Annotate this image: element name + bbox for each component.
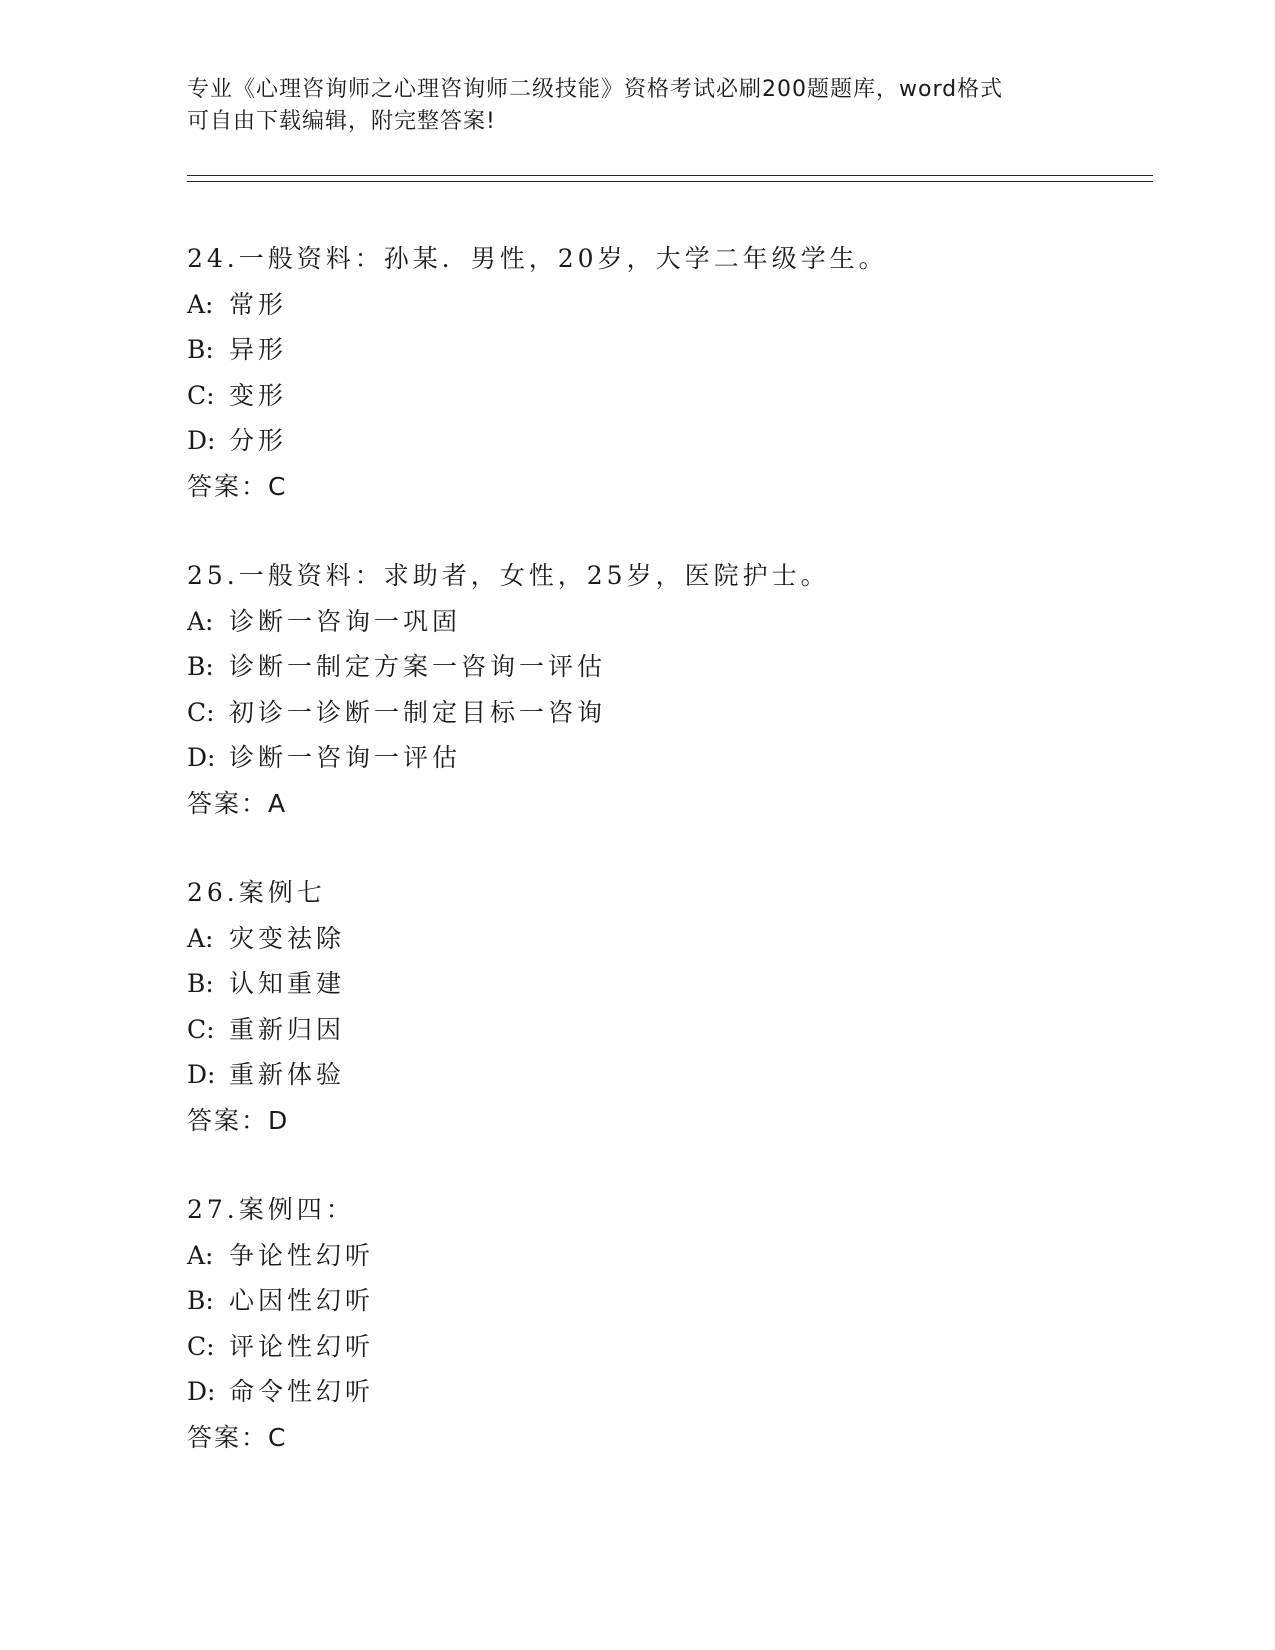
option-a [187,282,1147,328]
option-b [187,961,1147,1007]
option-key: D: [187,426,216,455]
option-text: 重新归因 [229,1014,346,1044]
document-header [187,74,1087,138]
option-c [187,373,1147,419]
header-line-1: 专业《心理咨询师之心理咨询师二级技能》资格考试必刷200题题库，word格式 [187,77,1004,102]
option-text: 重新体验 [229,1060,346,1089]
question-list [187,236,1147,1504]
option-b [187,327,1147,373]
option-key: D: [187,1060,216,1089]
question-item [187,553,1147,826]
option-key: D: [187,1377,216,1406]
option-a [187,599,1147,645]
question-stem: 25.一般资料：求助者，女性，25岁，医院护士。 [187,561,830,590]
option-key: B: [187,969,214,998]
option-c [187,1324,1147,1370]
answer-line: 答案：A [187,788,288,818]
option-text: 异形 [229,335,288,364]
option-key: A: [187,923,214,953]
option-text: 心因性幻听 [229,1286,375,1315]
answer-line: 答案：C [187,1422,288,1452]
option-d [187,418,1147,464]
header-divider-top [187,175,1153,176]
question-stem: 27.案例四： [187,1195,355,1224]
option-b [187,1278,1147,1324]
option-key: C: [187,380,215,410]
question-item [187,870,1147,1143]
option-text: 命令性幻听 [229,1377,375,1406]
option-key: B: [187,652,214,681]
option-key: C: [187,1331,215,1361]
option-key: B: [187,1286,214,1315]
question-item [187,1187,1147,1460]
option-text: 诊断一制定方案一咨询一评估 [229,652,607,681]
option-b [187,644,1147,690]
option-d [187,735,1147,781]
option-text: 争论性幻听 [229,1240,375,1270]
option-text: 初诊一诊断一制定目标一咨询 [229,697,607,727]
answer-line: 答案：C [187,471,288,501]
option-a [187,916,1147,962]
option-key: A: [187,606,214,636]
option-key: C: [187,1014,215,1044]
answer-line: 答案：D [187,1105,290,1135]
option-text: 变形 [229,380,288,410]
header-divider-bottom [187,181,1153,182]
option-key: D: [187,743,216,772]
option-key: A: [187,289,214,319]
header-line-2: 可自由下载编辑，附完整答案! [187,109,496,134]
option-c [187,1007,1147,1053]
option-text: 认知重建 [229,969,346,998]
question-stem: 26.案例七 [187,878,326,907]
option-a [187,1233,1147,1279]
option-d [187,1052,1147,1098]
option-key: C: [187,697,215,727]
option-text: 诊断一咨询一评估 [229,743,462,772]
option-text: 常形 [229,289,288,319]
option-c [187,690,1147,736]
option-key: A: [187,1240,214,1270]
option-text: 诊断一咨询一巩固 [229,606,462,636]
option-text: 评论性幻听 [229,1331,375,1361]
question-item [187,236,1147,509]
question-stem: 24.一般资料：孙某．男性，20岁，大学二年级学生。 [187,244,888,273]
option-d [187,1369,1147,1415]
option-text: 分形 [229,426,288,455]
option-text: 灾变祛除 [229,923,346,953]
option-key: B: [187,335,214,364]
